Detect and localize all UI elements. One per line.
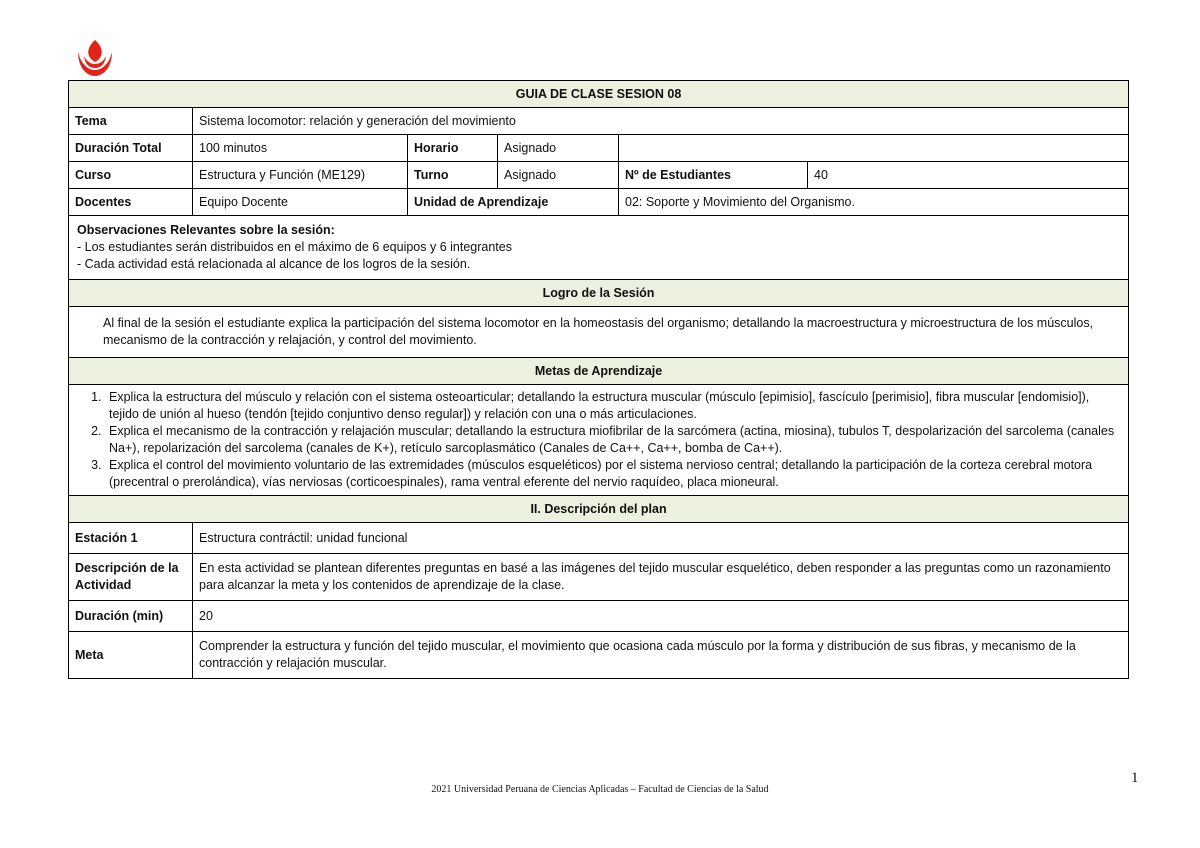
meta-item: 1. Explica la estructura del músculo y relación con el sistema osteoarticular; detallando la estructura muscular (músculo [epimisio], fascículo [perimisio], fibra muscular [endomisio]), tejido de unión al hueso (tendón [tejido conjuntivo denso regular]) y relación con una o más articulaciones. bbox=[105, 389, 1122, 423]
plan-title: II. Descripción del plan bbox=[69, 496, 1129, 523]
horario-value: Asignado bbox=[498, 135, 619, 162]
meta-label: Meta bbox=[69, 632, 193, 679]
guide-title: GUIA DE CLASE SESION 08 bbox=[69, 81, 1129, 108]
observaciones-cell bbox=[69, 216, 1129, 280]
observaciones-title: Observaciones Relevantes sobre la sesión: bbox=[77, 223, 335, 237]
tema-value: Sistema locomotor: relación y generación del movimiento bbox=[193, 108, 1129, 135]
meta-value: Comprender la estructura y función del tejido muscular, el movimiento que ocasiona cada músculo por la forma y distribución de sus fibras, y mecanismo de la contracción y relajación muscular. bbox=[193, 632, 1129, 679]
duracion-total-label: Duración Total bbox=[69, 135, 193, 162]
docentes-label: Docentes bbox=[69, 189, 193, 216]
empty-cell bbox=[619, 135, 1129, 162]
duracion-value: 20 bbox=[193, 601, 1129, 632]
logro-title: Logro de la Sesión bbox=[69, 280, 1129, 307]
estacion-value: Estructura contráctil: unidad funcional bbox=[193, 523, 1129, 554]
logro-text: Al final de la sesión el estudiante explica la participación del sistema locomotor en la homeostasis del organismo; detallando la macroestructura y microestructura de los músculos, mecanismo de la contracción y relajación, y control del movimiento. bbox=[69, 307, 1129, 358]
estacion-label: Estación 1 bbox=[69, 523, 193, 554]
docentes-value: Equipo Docente bbox=[193, 189, 408, 216]
page-number: 1 bbox=[1131, 770, 1139, 786]
duracion-total-value: 100 minutos bbox=[193, 135, 408, 162]
meta-item: 3. Explica el control del movimiento voluntario de las extremidades (músculos esqueléticos) por el sistema nervioso central; detallando la participación de la corteza cerebral motora (precentral o prerolándica), vías nerviosas (corticoespinales), rama ventral eferente del nervio raquídeo, placa mioneural. bbox=[105, 457, 1122, 491]
estudiantes-value: 40 bbox=[808, 162, 1129, 189]
meta-item: 2. Explica el mecanismo de la contracción y relajación muscular; detallando la estructura miofibrilar de la sarcómera (actina, miosina), tubulos T, despolarización del sarcolema (canales Na+), repolarización del sarcolema (canales de K+), retículo sarcoplasmático (Canales de Ca++, Ca++, bomba de Ca++). bbox=[105, 423, 1122, 457]
descripcion-value: En esta actividad se plantean diferentes preguntas en basé a las imágenes del tejido muscular esquelético, deben responder a las preguntas como un razonamiento para alcanzar la meta y los contenidos de aprendizaje de la clase. bbox=[193, 554, 1129, 601]
curso-label: Curso bbox=[69, 162, 193, 189]
unidad-label: Unidad de Aprendizaje bbox=[408, 189, 619, 216]
descripcion-label: Descripción de la Actividad bbox=[69, 554, 193, 601]
duracion-label: Duración (min) bbox=[69, 601, 193, 632]
metas-title: Metas de Aprendizaje bbox=[69, 358, 1129, 385]
horario-label: Horario bbox=[408, 135, 498, 162]
page-footer: 2021 Universidad Peruana de Ciencias Aplicadas – Facultad de Ciencias de la Salud bbox=[431, 784, 769, 795]
tema-label: Tema bbox=[69, 108, 193, 135]
metas-cell bbox=[69, 385, 1129, 496]
turno-label: Turno bbox=[408, 162, 498, 189]
class-guide-table bbox=[68, 80, 1129, 679]
estudiantes-label: Nº de Estudiantes bbox=[619, 162, 808, 189]
turno-value: Asignado bbox=[498, 162, 619, 189]
observaciones-line: - Los estudiantes serán distribuidos en el máximo de 6 equipos y 6 integrantes bbox=[77, 240, 512, 254]
observaciones-line: - Cada actividad está relacionada al alcance de los logros de la sesión. bbox=[77, 257, 471, 271]
curso-value: Estructura y Función (ME129) bbox=[193, 162, 408, 189]
university-logo bbox=[74, 38, 116, 80]
unidad-value: 02: Soporte y Movimiento del Organismo. bbox=[619, 189, 1129, 216]
metas-list bbox=[75, 389, 1122, 491]
